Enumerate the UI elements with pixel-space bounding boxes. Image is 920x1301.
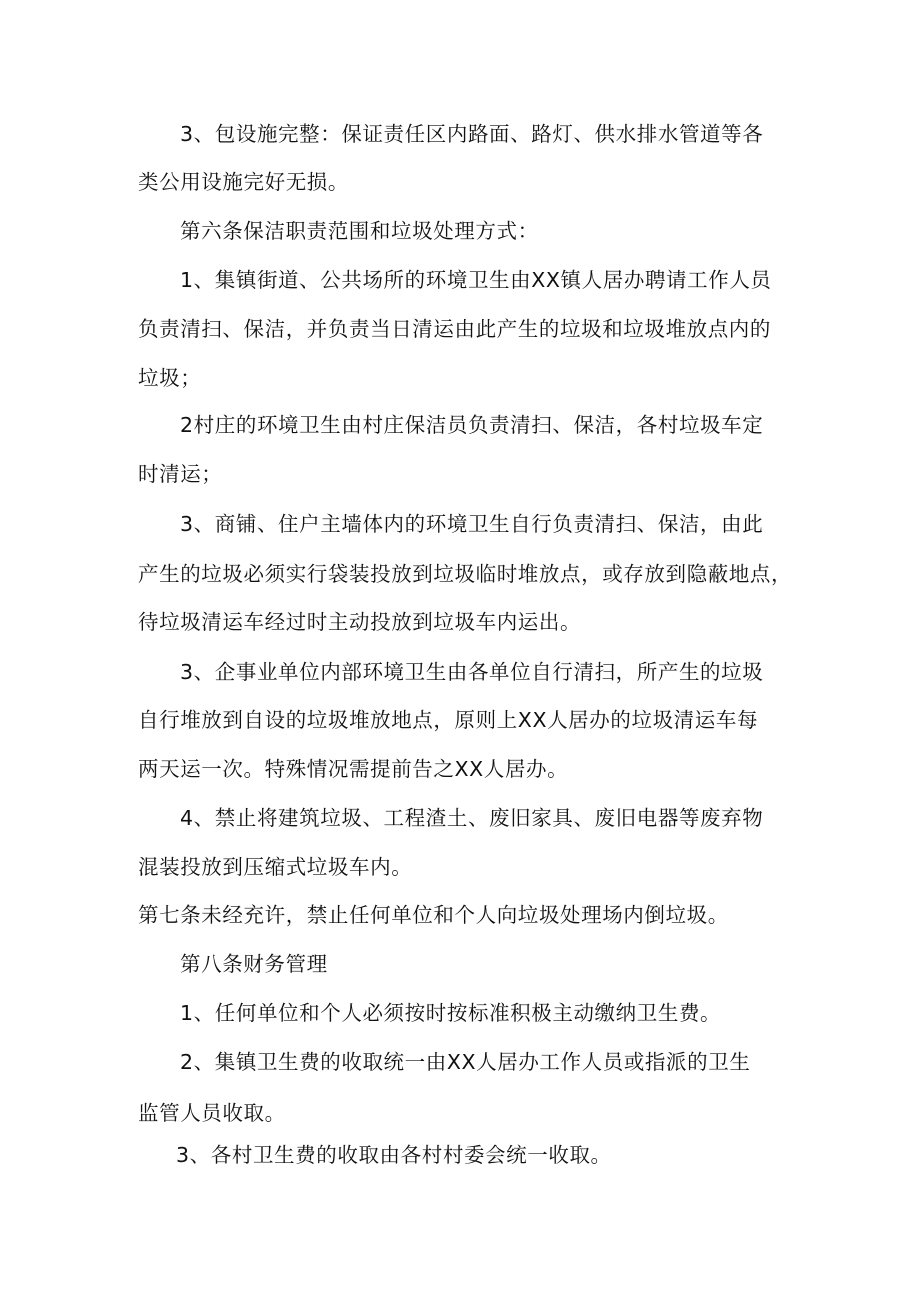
- section-heading: 第七条未经充许，禁止任何单位和个人向垃圾处理场内倒垃圾。: [138, 903, 729, 927]
- text-line: 时清运；: [138, 462, 223, 486]
- text-line: 2、集镇卫生费的收取统一由XX人居办工作人员或指派的卫生: [180, 1050, 751, 1074]
- text-line: 3、企事业单位内部环境卫生由各单位自行清扫，所产生的垃圾: [180, 660, 764, 684]
- text-line: 产生的垃圾必须实行袋装投放到垃圾临时堆放点，或存放到隐蔽地点，: [138, 562, 793, 586]
- text-line: 自行堆放到自设的垃圾堆放地点，原则上XX人居办的垃圾清运车每: [138, 708, 759, 732]
- section-heading: 第六条保洁职责范围和垃圾处理方式：: [180, 219, 539, 243]
- text-line: 两天运一次。特殊情况需提前告之XX人居办。: [138, 757, 569, 781]
- text-line: 2村庄的环境卫生由村庄保洁员负责清扫、保洁，各村垃圾车定: [180, 413, 764, 437]
- text-line: 混装投放到压缩式垃圾车内。: [138, 855, 413, 879]
- text-line: 4、禁止将建筑垃圾、工程渣土、废旧家具、废旧电器等废弃物: [180, 806, 764, 830]
- section-heading: 第八条财务管理: [180, 952, 328, 976]
- text-line: 3、包设施完整：保证责任区内路面、路灯、供水排水管道等各: [180, 122, 764, 146]
- text-line: 3、商铺、住户主墙体内的环境卫生自行负责清扫、保洁，由此: [180, 512, 764, 536]
- text-line: 1、任何单位和个人必须按时按标准积极主动缴纳卫生费。: [180, 1001, 722, 1025]
- text-line: 3、各村卫生费的收取由各村村委会统一收取。: [176, 1143, 612, 1167]
- text-line: 监管人员收取。: [138, 1101, 286, 1125]
- text-line: 1、集镇街道、公共场所的环境卫生由XX镇人居办聘请工作人员: [180, 268, 772, 292]
- text-line: 负责清扫、保洁，并负责当日清运由此产生的垃圾和垃圾堆放点内的: [138, 317, 771, 341]
- text-line: 类公用设施完好无损。: [138, 170, 349, 194]
- text-line: 待垃圾清运车经过时主动投放到垃圾车内运出。: [138, 610, 582, 634]
- text-line: 垃圾；: [138, 366, 202, 390]
